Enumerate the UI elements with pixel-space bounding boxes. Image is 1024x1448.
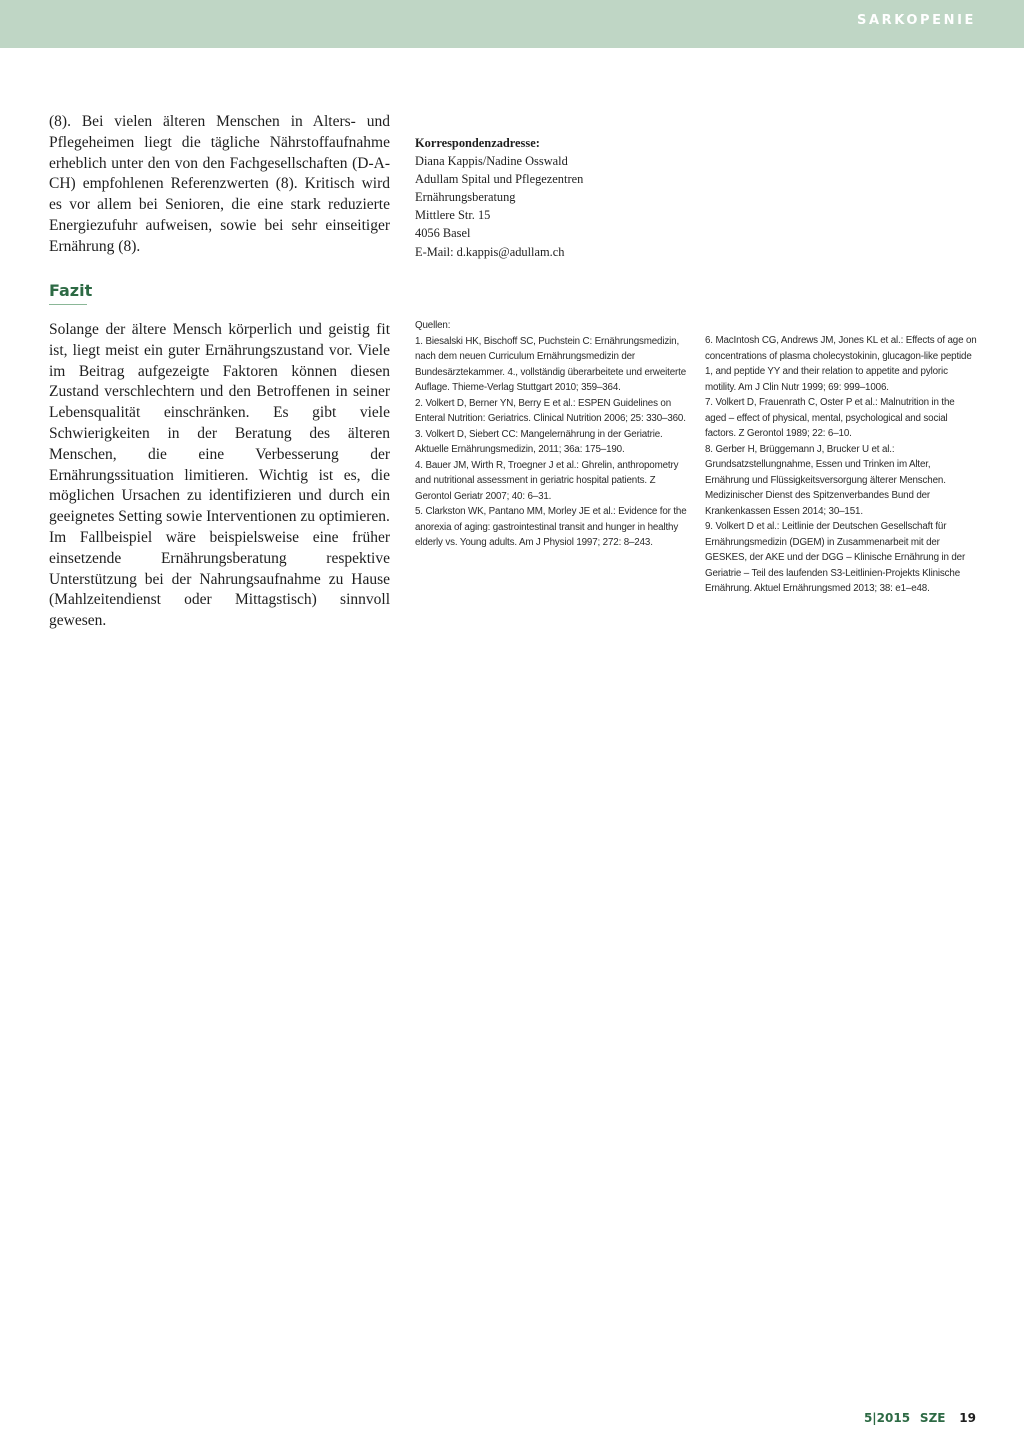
issue-number: 5|2015 — [863, 1411, 911, 1425]
reference-item: 1. Biesalski HK, Bischoff SC, Puchstein C: Ernährungsmedizin, nach dem neuen Curriculum Ernährungsmedizin der Bundesärztekammer. 4., vollständig überarbeitete und erweiterte Auflage. Thieme-Verlag Stuttgart 2010; 359–364. — [415, 335, 687, 393]
reference-item: 5. Clarkston WK, Pantano MM, Morley JE et al.: Evidence for the anorexia of aging: gastrointestinal transit and hunger in healthy elderly vs. Young adults. Am J Physiol 1997; 272: 8–243. — [415, 506, 687, 548]
contact-names: Diana Kappis/Nadine Osswald — [415, 154, 568, 169]
header-band — [0, 0, 1024, 48]
reference-item: 7. Volkert D, Frauenrath C, Oster P et al.: Malnutrition in the aged – effect of physical, mental, psychological and social factors. Z Gerontol 1989; 22: 6–10. — [705, 397, 955, 439]
reference-item: 2. Volkert D, Berner YN, Berry E et al.: ESPEN Guidelines on Enteral Nutrition: Geriatrics. Clinical Nutrition 2006; 25: 330–360. — [415, 397, 686, 424]
reference-item: 6. MacIntosh CG, Andrews JM, Jones KL et al.: Effects of age on concentrations of plasma cholecystokinin, glucagon-like peptide 1, and peptide YY and their relation to appetite and pyloric motility. Am J Clin Nutr 1999; 69: 999–1006. — [705, 335, 977, 393]
conclusion-text — [49, 320, 390, 632]
correspondence-address — [415, 134, 675, 261]
reference-item: 8. Gerber H, Brüggemann J, Brucker U et al.: Grundsatzstellungnahme, Essen und Trinken im Alter, Ernährung und Flüssigkeitsversorgung älterer Menschen. Medizinischer Dienst des Spitzenverbandes Bund der Krankenkassen Essen 2014; 30–151. — [705, 443, 946, 517]
contact-street: Mittlere Str. 15 — [415, 208, 491, 223]
intro-text: (8). Bei vielen älteren Menschen in Alters- und Pflegeheimen liegt die tägliche Nährstoffaufnahme erheblich unter den von den Fachgesellschaften (D-A-CH) empfohlenen Referenzwerten (8). Kritisch wird es vor allem bei Senioren, die eine stark reduzierte Energiezufuhr aufweisen, sowie bei sehr einseitiger Ernährung (8). — [49, 113, 390, 255]
contact-department: Ernährungsberatung — [415, 190, 516, 205]
journal-name: SZE — [919, 1411, 946, 1425]
reference-item: 3. Volkert D, Siebert CC: Mangelernährung in der Geriatrie. Aktuelle Ernährungsmedizin, 2011; 36a: 175–190. — [415, 428, 663, 455]
section-label: SARKOPENIE — [857, 13, 976, 28]
references-column-right — [705, 333, 977, 597]
correspondence-title: Korrespondenzadresse: — [415, 136, 540, 150]
reference-item: 9. Volkert D et al.: Leitlinie der Deutschen Gesellschaft für Ernährungsmedizin (DGEM) in Zusammenarbeit mit der GESKES, der AKE und der DGG – Klinische Ernährung in der Geriatrie – Teil des laufenden S3-Leitlinien-Projekts Klinische Ernährung. Aktuel Ernährungsmed 2013; 38: e1–e48. — [705, 521, 966, 594]
conclusion-paragraph: Im Fallbeispiel wäre beispielsweise eine früher einsetzende Ernährungsberatung respektive Unterstützung bei der Nahrungsaufnahme zu Hause (Mahlzeitendienst oder Mittagstisch) sinnvoll gewesen. — [49, 528, 390, 630]
intro-paragraph — [49, 112, 390, 258]
conclusion-heading: Fazit — [49, 281, 93, 300]
heading-underline — [49, 304, 87, 305]
contact-city: 4056 Basel — [415, 226, 471, 241]
reference-item: 4. Bauer JM, Wirth R, Troegner J et al.: Ghrelin, anthropometry and nutritional assessment in geriatric hospital patients. Z Gerontol Geriatr 2007; 40: 6–31. — [415, 459, 679, 502]
contact-email: E-Mail: d.kappis@adullam.ch — [415, 244, 565, 259]
references-column-left — [415, 318, 687, 551]
page-number: 19 — [959, 1411, 976, 1425]
references-title: Quellen: — [415, 320, 451, 331]
contact-institution: Adullam Spital und Pflegezentren — [415, 172, 584, 187]
page-footer — [864, 1411, 976, 1425]
conclusion-paragraph: Solange der ältere Mensch körperlich und geistig fit ist, liegt meist ein guter Ernährungszustand vor. Viele im Beitrag aufgezeigte Faktoren können diesen Zustand verschlechtern und den Betroffenen in seiner Lebensqualität einschränken. Es gibt viele Schwierigkeiten in der Beratung des älteren Menschen, die eine Verbesserung der Ernährungssituation limitieren. Wichtig ist es, die möglichen Ursachen zu identifizieren und durch ein geeignetes Setting sowie Interventionen zu optimieren. — [49, 321, 390, 526]
